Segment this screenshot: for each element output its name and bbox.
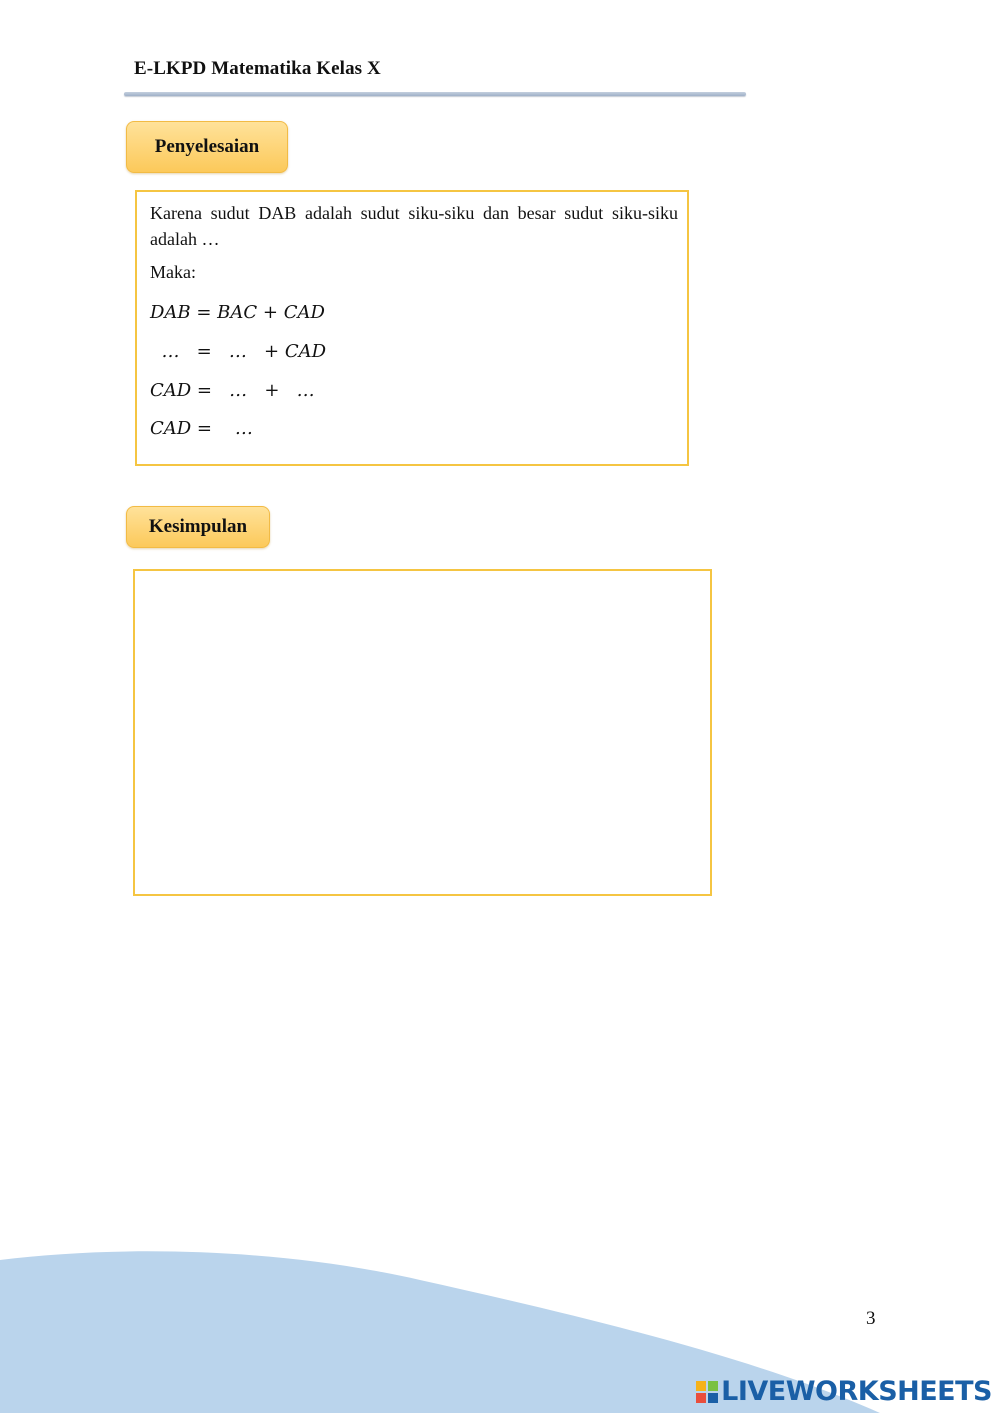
solution-maka-label: Maka:	[150, 262, 196, 282]
liveworksheets-brand	[696, 1376, 992, 1407]
equation-line-3-fill-in[interactable]: CAD = … + …	[150, 380, 315, 401]
solution-paragraph: Karena sudut DAB adalah sudut siku-siku dan besar sudut siku-siku adalah …	[150, 203, 678, 249]
equation-line-1: DAB = BAC + CAD	[150, 302, 325, 323]
section-tag-kesimpulan	[126, 506, 270, 548]
brand-name: LIVEWORKSHEETS	[721, 1376, 992, 1407]
page-number: 3	[866, 1308, 876, 1329]
document-header-title: E-LKPD Matematika Kelas X	[134, 58, 381, 79]
conclusion-answer-box[interactable]	[133, 569, 712, 896]
section-tag-penyelesaian	[126, 121, 288, 173]
section-tag-label: Penyelesaian	[154, 136, 260, 157]
equation-line-4-fill-in[interactable]: CAD = …	[150, 418, 253, 439]
solution-box	[135, 190, 689, 466]
section-tag-label: Kesimpulan	[148, 516, 248, 537]
header-divider	[124, 92, 746, 96]
liveworksheets-logo-icon	[696, 1381, 718, 1403]
equation-line-2-fill-in[interactable]: … = … + CAD	[150, 341, 327, 362]
